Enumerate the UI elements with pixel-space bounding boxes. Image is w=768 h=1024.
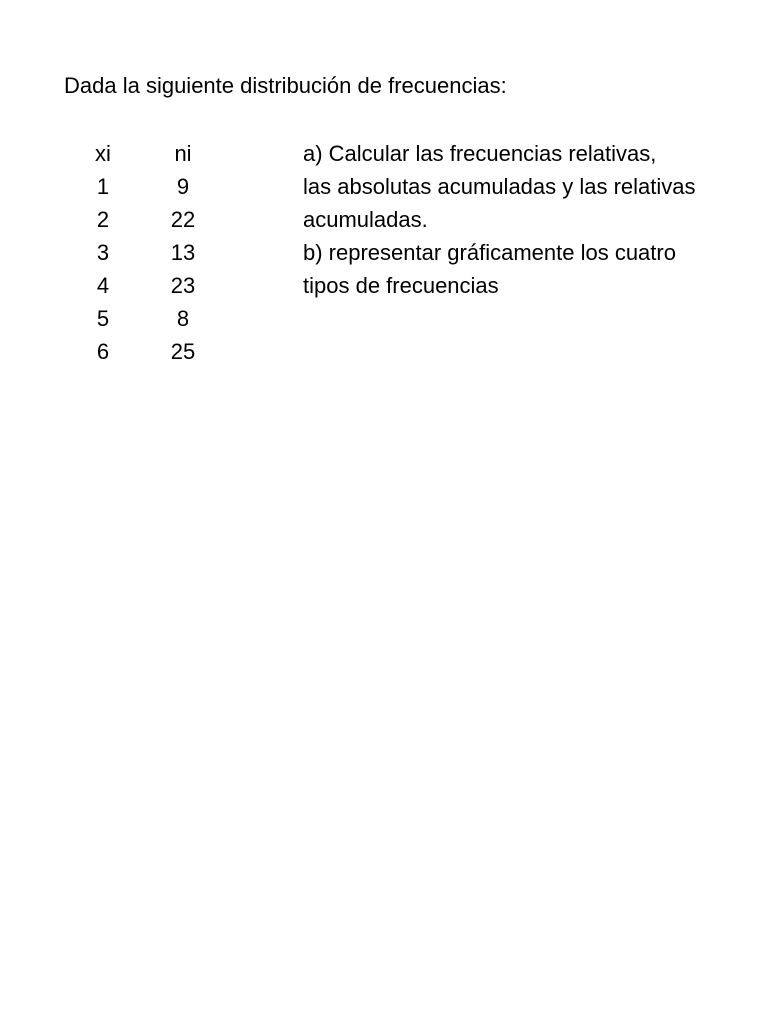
- instruction-line: tipos de frecuencias: [303, 273, 499, 298]
- table-row: [68, 236, 228, 269]
- cell-ni: 23: [170, 273, 196, 298]
- frequency-table: [68, 137, 228, 368]
- cell-ni: 13: [170, 240, 196, 265]
- instruction-line: las absolutas acumuladas y las relativas: [303, 174, 696, 199]
- cell-xi: 3: [96, 240, 110, 265]
- cell-xi: 1: [96, 174, 110, 199]
- cell-ni: 25: [170, 339, 196, 364]
- cell-xi: 6: [96, 339, 110, 364]
- instruction-line: b) representar gráficamente los cuatro: [303, 240, 676, 265]
- table-row: [68, 170, 228, 203]
- cell-xi: 5: [96, 306, 110, 331]
- intro-text: Dada la siguiente distribución de frecuencias:: [64, 73, 507, 98]
- table-row: [68, 269, 228, 302]
- table-header-row: [68, 137, 228, 170]
- cell-ni: 8: [176, 306, 190, 331]
- header-xi: xi: [95, 141, 111, 166]
- cell-xi: 2: [96, 207, 110, 232]
- cell-xi: 4: [96, 273, 110, 298]
- cell-ni: 9: [176, 174, 190, 199]
- instructions-block: [303, 137, 703, 302]
- header-ni: ni: [174, 141, 192, 166]
- instruction-line: acumuladas.: [303, 207, 428, 232]
- table-row: [68, 302, 228, 335]
- table-row: [68, 203, 228, 236]
- table-row: [68, 335, 228, 368]
- cell-ni: 22: [170, 207, 196, 232]
- instruction-line: a) Calcular las frecuencias relativas,: [303, 141, 657, 166]
